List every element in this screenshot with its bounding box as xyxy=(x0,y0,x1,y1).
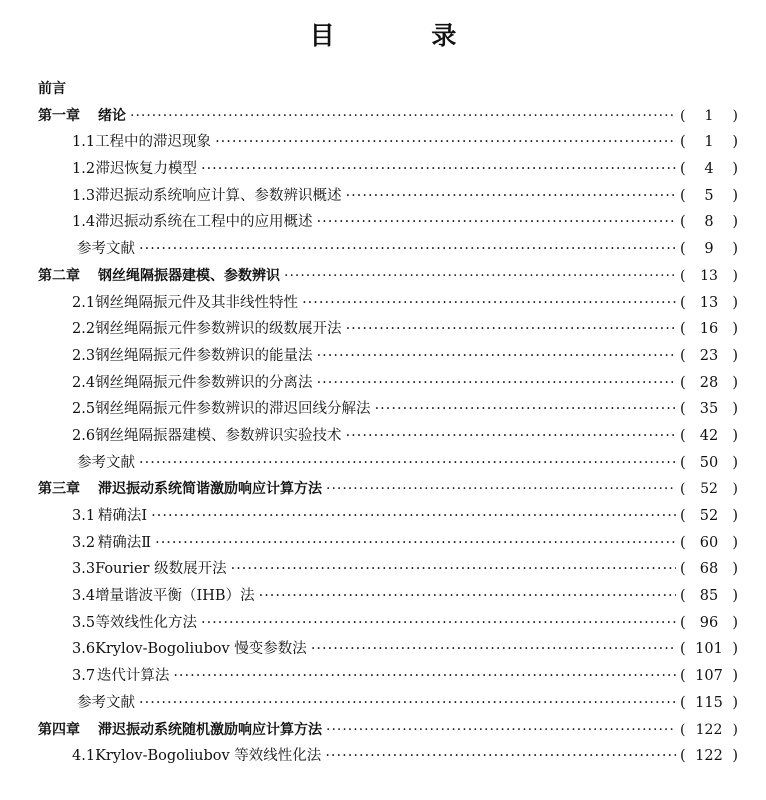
page-number: ( 4 ) xyxy=(680,156,738,183)
dot-leader xyxy=(325,743,676,770)
toc-entry-section xyxy=(38,209,738,236)
toc-entry-number: 3.1 xyxy=(72,508,96,524)
toc-entry-label: Krylov-Bogoliubov 等效线性化法 xyxy=(95,748,322,765)
page-number: ( 13 ) xyxy=(680,290,738,317)
page-number-value: 13 xyxy=(700,267,718,284)
page-number-value: 8 xyxy=(704,214,714,231)
page-number-value: 85 xyxy=(699,588,719,605)
dot-leader xyxy=(215,129,676,156)
toc-entry-label: 钢丝绳隔振元件参数辨识的滞迟回线分解法 xyxy=(95,401,371,418)
toc-entry-number: 1.3 xyxy=(72,187,96,204)
toc-entry-label: 参考文献 xyxy=(77,454,135,471)
dot-leader xyxy=(151,503,676,530)
toc-entry-label: 滞迟振动系统随机激励响应计算方法 xyxy=(98,721,322,738)
toc-entry-label: 钢丝绳隔振器建模、参数辨识 xyxy=(98,267,280,284)
page-number-value: 1 xyxy=(704,107,714,124)
toc-entry-number: 2.2 xyxy=(72,321,96,338)
page-number: ( 50 ) xyxy=(680,450,738,477)
page-number-value: 101 xyxy=(695,641,723,658)
page-number-value: 5 xyxy=(704,187,714,204)
dot-leader xyxy=(311,636,676,663)
page-number-value: 122 xyxy=(695,721,723,738)
dot-leader xyxy=(139,450,676,477)
toc-entry-number: 第四章 xyxy=(38,721,80,738)
toc-entry-label: 钢丝绳隔振元件参数辨识的分离法 xyxy=(95,374,313,391)
page-title: 目 录 xyxy=(309,21,501,50)
dot-leader xyxy=(317,343,676,370)
toc-entry-section xyxy=(38,636,738,663)
toc-entry-number: 2.5 xyxy=(72,401,96,418)
dot-leader xyxy=(139,236,676,263)
toc-entry-number: 2.1 xyxy=(72,294,96,311)
page-number-value: 28 xyxy=(699,374,719,391)
toc-entry-number: 3.7 xyxy=(72,668,96,685)
page-number-value: 107 xyxy=(695,668,723,685)
dot-leader xyxy=(201,610,676,637)
toc-entry-number: 3.2 xyxy=(72,534,96,551)
toc-entry-label: 钢丝绳隔振器建模、参数辨识实验技术 xyxy=(95,427,342,444)
toc-entry-label: Fourier 级数展开法 xyxy=(95,561,227,578)
page-number: ( 107 ) xyxy=(680,663,738,690)
dot-leader xyxy=(326,476,676,503)
toc-entry-label: 精确法Ⅱ xyxy=(97,534,152,551)
toc-entry-label: 等效线性化方法 xyxy=(95,614,197,631)
page-number: ( 1 ) xyxy=(680,103,738,130)
dot-leader xyxy=(375,396,676,423)
toc-entry-number: 2.6 xyxy=(72,427,96,444)
page-number: ( 68 ) xyxy=(680,556,738,583)
toc-entry-number: 1.2 xyxy=(72,161,96,178)
toc-entry-chapter xyxy=(38,717,738,744)
page-number: ( 9 ) xyxy=(680,236,738,263)
page-number: ( 52 ) xyxy=(680,476,738,503)
dot-leader xyxy=(346,183,676,210)
page-number: ( 1 ) xyxy=(680,129,738,156)
toc-entry-section xyxy=(38,129,738,156)
page-number: ( 52 ) xyxy=(680,503,738,530)
dot-leader xyxy=(346,316,676,343)
toc-entry-section xyxy=(38,503,738,530)
page-number-value: 9 xyxy=(704,241,714,258)
dot-leader xyxy=(259,583,676,610)
toc-entry-number: 3.6 xyxy=(72,641,96,658)
page-number-value: 52 xyxy=(699,508,719,524)
toc-entry-number: 第一章 xyxy=(38,107,80,124)
toc-entry-label: 绪论 xyxy=(98,107,126,124)
toc-entry-number: 第三章 xyxy=(38,481,80,498)
toc-entry-section xyxy=(38,156,738,183)
page-number: ( 8 ) xyxy=(680,209,738,236)
toc-entry-label: 滞迟恢复力模型 xyxy=(95,161,197,178)
toc-entry-label: 工程中的滞迟现象 xyxy=(95,134,212,151)
toc-entry-section xyxy=(38,396,738,423)
dot-leader xyxy=(173,663,676,690)
page-number-value: 1 xyxy=(704,134,714,151)
toc-entry-label: 钢丝绳隔振元件参数辨识的能量法 xyxy=(95,347,313,364)
toc-entry-chapter xyxy=(38,103,738,130)
dot-leader xyxy=(130,103,676,130)
page-number-value: 50 xyxy=(699,454,719,471)
toc-entry-label: 钢丝绳隔振元件参数辨识的级数展开法 xyxy=(95,321,342,338)
page-number: ( 42 ) xyxy=(680,423,738,450)
toc-entry-number: 第二章 xyxy=(38,267,80,284)
toc-entry-section xyxy=(38,583,738,610)
toc-entry-section xyxy=(38,290,738,317)
toc-entry-label: 滞迟振动系统在工程中的应用概述 xyxy=(95,214,313,231)
toc-entry-label: 增量谐波平衡（IHB）法 xyxy=(95,588,255,605)
toc-entry-label: 迭代计算法 xyxy=(96,668,170,685)
page-number: ( 60 ) xyxy=(680,530,738,557)
toc-entry-section xyxy=(38,370,738,397)
toc-entry-section xyxy=(38,610,738,637)
toc-entry-label: 滞迟振动系统响应计算、参数辨识概述 xyxy=(95,187,342,204)
page-number: ( 35 ) xyxy=(680,396,738,423)
page-number-value: 35 xyxy=(699,401,719,418)
dot-leader xyxy=(346,423,676,450)
toc-entry-section xyxy=(38,183,738,210)
toc-entry-chapter xyxy=(38,476,738,503)
page-number-value: 68 xyxy=(699,561,719,578)
page-number-value: 23 xyxy=(699,347,719,364)
page-number-value: 42 xyxy=(699,427,719,444)
page-number: ( 115 ) xyxy=(680,690,738,717)
dot-leader xyxy=(326,717,676,744)
page-number: ( 122 ) xyxy=(680,717,738,744)
toc-entry-number: 2.3 xyxy=(72,347,96,364)
dot-leader xyxy=(317,209,676,236)
page-number: ( 85 ) xyxy=(680,583,738,610)
page-number: ( 96 ) xyxy=(680,610,738,637)
page-number-value: 4 xyxy=(704,161,714,178)
dot-leader xyxy=(155,530,676,557)
toc-entry-label: Krylov-Bogoliubov 慢变参数法 xyxy=(95,641,307,658)
dot-leader xyxy=(201,156,676,183)
dot-leader xyxy=(284,263,676,290)
toc-entry-preface xyxy=(38,76,738,103)
toc-entry-section xyxy=(38,743,738,770)
toc-entry-label: 滞迟振动系统简谐激励响应计算方法 xyxy=(98,481,322,498)
toc-entry-section xyxy=(38,316,738,343)
toc-entry-number: 1.4 xyxy=(72,214,96,231)
dot-leader xyxy=(317,370,676,397)
page-number: ( 13 ) xyxy=(680,263,738,290)
toc-entry-label: 参考文献 xyxy=(77,241,135,258)
toc-entry-section xyxy=(38,423,738,450)
page-number-value: 60 xyxy=(699,534,719,551)
page-number-value: 122 xyxy=(695,748,723,765)
toc-entry-ref xyxy=(38,236,738,263)
toc-entry-section xyxy=(38,343,738,370)
dot-leader xyxy=(231,556,676,583)
toc-entry-section xyxy=(38,663,738,690)
toc-entry-number: 4.1 xyxy=(72,748,96,765)
toc-entry-number: 3.4 xyxy=(72,588,96,605)
page-number: ( 5 ) xyxy=(680,183,738,210)
dot-leader xyxy=(139,690,676,717)
toc-entry-number: 1.1 xyxy=(72,134,96,151)
table-of-contents xyxy=(38,76,738,770)
toc-entry-ref xyxy=(38,690,738,717)
toc-entry-number: 3.3 xyxy=(72,561,96,578)
page-number-value: 96 xyxy=(699,614,719,631)
page-number: ( 23 ) xyxy=(680,343,738,370)
toc-entry-label: 精确法Ⅰ xyxy=(97,508,148,524)
page-number: ( 28 ) xyxy=(680,370,738,397)
toc-entry-label: 钢丝绳隔振元件及其非线性特性 xyxy=(95,294,299,311)
toc-entry-ref xyxy=(38,450,738,477)
page-number: ( 122 ) xyxy=(680,743,738,770)
toc-entry-section xyxy=(38,530,738,557)
toc-entry-section xyxy=(38,556,738,583)
toc-entry-label: 参考文献 xyxy=(77,694,135,711)
dot-leader xyxy=(302,290,676,317)
page-number-value: 115 xyxy=(695,694,723,711)
toc-entry-chapter xyxy=(38,263,738,290)
page-number: ( 101 ) xyxy=(680,636,738,663)
page-number-value: 16 xyxy=(699,321,719,338)
page-number-value: 13 xyxy=(699,294,719,311)
toc-entry-number: 2.4 xyxy=(72,374,96,391)
page-number: ( 16 ) xyxy=(680,316,738,343)
toc-entry-label: 前言 xyxy=(38,81,66,97)
toc-entry-number: 3.5 xyxy=(72,614,96,631)
page-number-value: 52 xyxy=(700,481,718,498)
